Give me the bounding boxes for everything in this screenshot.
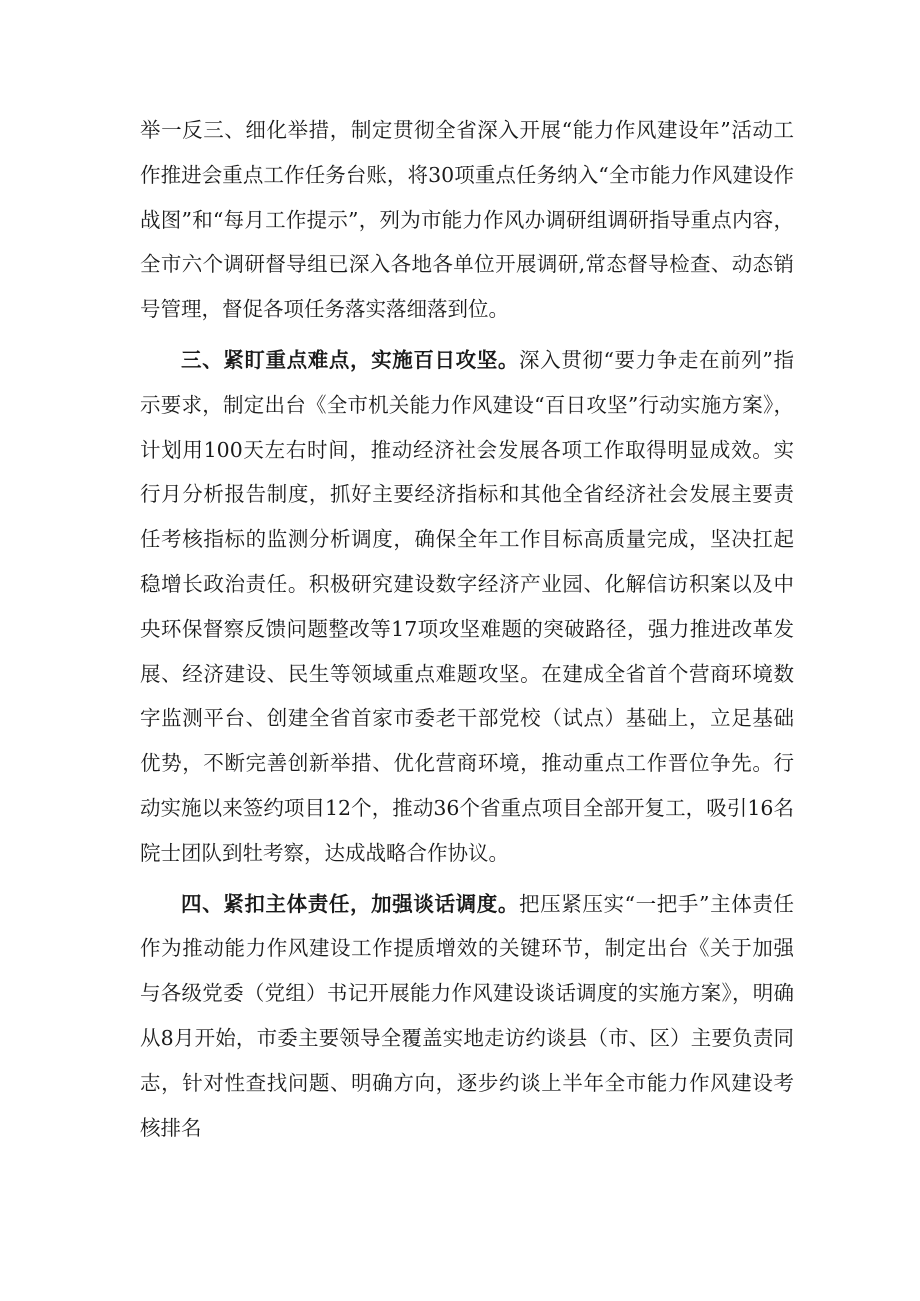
paragraph-continuation [140,108,794,332]
paragraph-section-four [140,882,794,1151]
section-four-text: 把压紧压实“一把手”主体责任作为推动能力作风建设工作提质增效的关键环节，制定出台《关于加强与各级党委（党组）书记开展能力作风建设谈话调度的实施方案》，明确从8月开始，市委主要领导全覆盖实地走访约谈县（市、区）主要负责同志，针对性查找问题、明确方向，逐步约谈上半年全市能力作风建设考核排名 [140,891,794,1140]
section-three-text: 深入贯彻“要力争走在前列”指示要求，制定出台《全市机关能力作风建设“百日攻坚”行动实施方案》，计划用100天左右时间，推动经济社会发展各项工作取得明显成效。实行月分析报告制度，抓好主要经济指标和其他全省经济社会发展主要责任考核指标的监测分析调度，确保全年工作目标高质量完成，坚决扛起稳增长政治责任。积极研究建设数字经济产业园、化解信访积案以及中央环保督察反馈问题整改等17项攻坚难题的突破路径，强力推进改革发展、经济建设、民生等领域重点难题攻坚。在建成全省首个营商环境数字监测平台、创建全省首家市委老干部党校（试点）基础上，立足基础优势，不断完善创新举措、优化营商环境，推动重点工作晋位争先。行动实施以来签约项目12个，推动36个省重点项目全部开复工，吸引16名院士团队到牡考察，达成战略合作协议。 [140,347,794,865]
document-body [140,108,794,1150]
section-three-heading: 三、紧盯重点难点，实施百日攻坚。 [181,347,519,372]
paragraph-text: 举一反三、细化举措，制定贯彻全省深入开展“能力作风建设年”活动工作推进会重点工作任务台账，将30项重点任务纳入“全市能力作风建设作战图”和“每月工作提示”，列为市能力作风办调研组调研指导重点内容，全市六个调研督导组已深入各地各单位开展调研,常态督导检查、动态销号管理，督促各项任务落实落细落到位。 [140,118,794,322]
paragraph-section-three [140,338,794,876]
section-four-heading: 四、紧扣主体责任，加强谈话调度。 [181,891,519,916]
